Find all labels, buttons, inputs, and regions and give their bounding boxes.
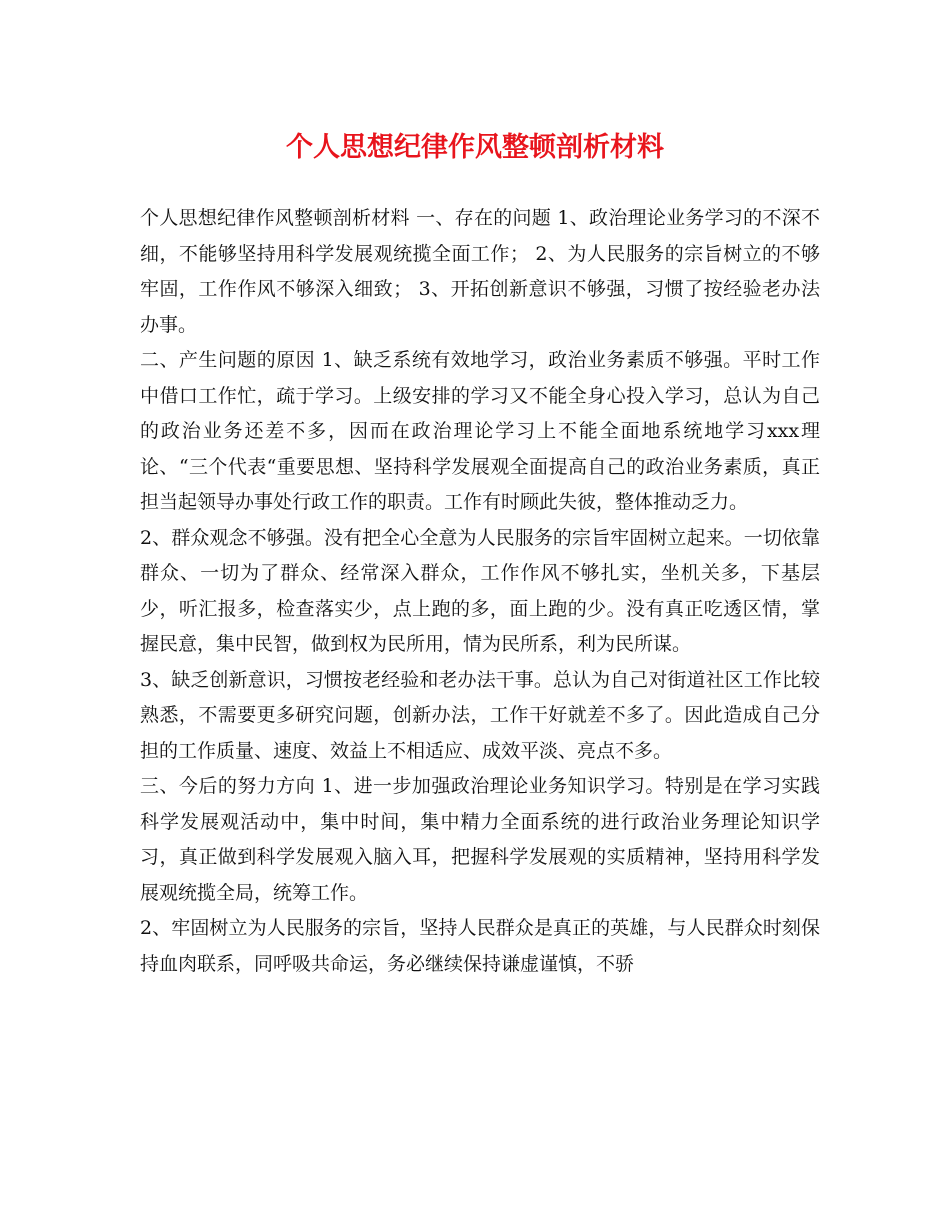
document-body (140, 201, 820, 982)
document-title: 个人思想纪律作风整顿剖析材料 (286, 132, 664, 163)
paragraph-mass-view: 2、群众观念不够强。没有把全心全意为人民服务的宗旨牢固树立起来。一切依靠群众、一切为了群众、经常深入群众，工作作风不够扎实，坐机关多，下基层少，听汇报多，检查落实少，点上跑的多，面上跑的少。没有真正吃透区情，掌握民意，集中民智，做到权为民所用，情为民所系，利为民所谋。 (140, 526, 820, 655)
paragraph-problems: 个人思想纪律作风整顿剖析材料 一、存在的问题 1、政治理论业务学习的不深不细，不能够坚持用科学发展观统揽全面工作； 2、为人民服务的宗旨树立的不够牢固，工作作风不够深入细致； 3、开拓创新意识不够强，习惯了按经验老办法办事。 (140, 207, 820, 336)
paragraph-service: 2、牢固树立为人民服务的宗旨，坚持人民群众是真正的英雄，与人民群众时刻保持血肉联系，同呼吸共命运，务必继续保持谦虚谨慎，不骄 (140, 917, 820, 975)
paragraph-causes: 二、产生问题的原因 1、缺乏系统有效地学习，政治业务素质不够强。平时工作中借口工作忙，疏于学习。上级安排的学习又不能全身心投入学习，总认为自己的政治业务还差不多，因而在政治理论学习上不能全面地系统地学习xxx理论、“三个代表“重要思想、坚持科学发展观全面提高自己的政治业务素质，真正担当起领导办事处行政工作的职责。工作有时顾此失彼，整体推动乏力。 (140, 349, 820, 513)
paragraph-innovation: 3、缺乏创新意识，习惯按老经验和老办法干事。总认为自己对街道社区工作比较熟悉，不需要更多研究问题，创新办法，工作干好就差不多了。因此造成自己分担的工作质量、速度、效益上不相适应、成效平淡、亮点不多。 (140, 668, 820, 762)
paragraph-direction: 三、今后的努力方向 1、进一步加强政治理论业务知识学习。特别是在学习实践科学发展观活动中，集中时间，集中精力全面系统的进行政治业务理论知识学习，真正做到科学发展观入脑入耳，把握科学发展观的实质精神，坚持用科学发展观统揽全局，统筹工作。 (140, 775, 820, 904)
